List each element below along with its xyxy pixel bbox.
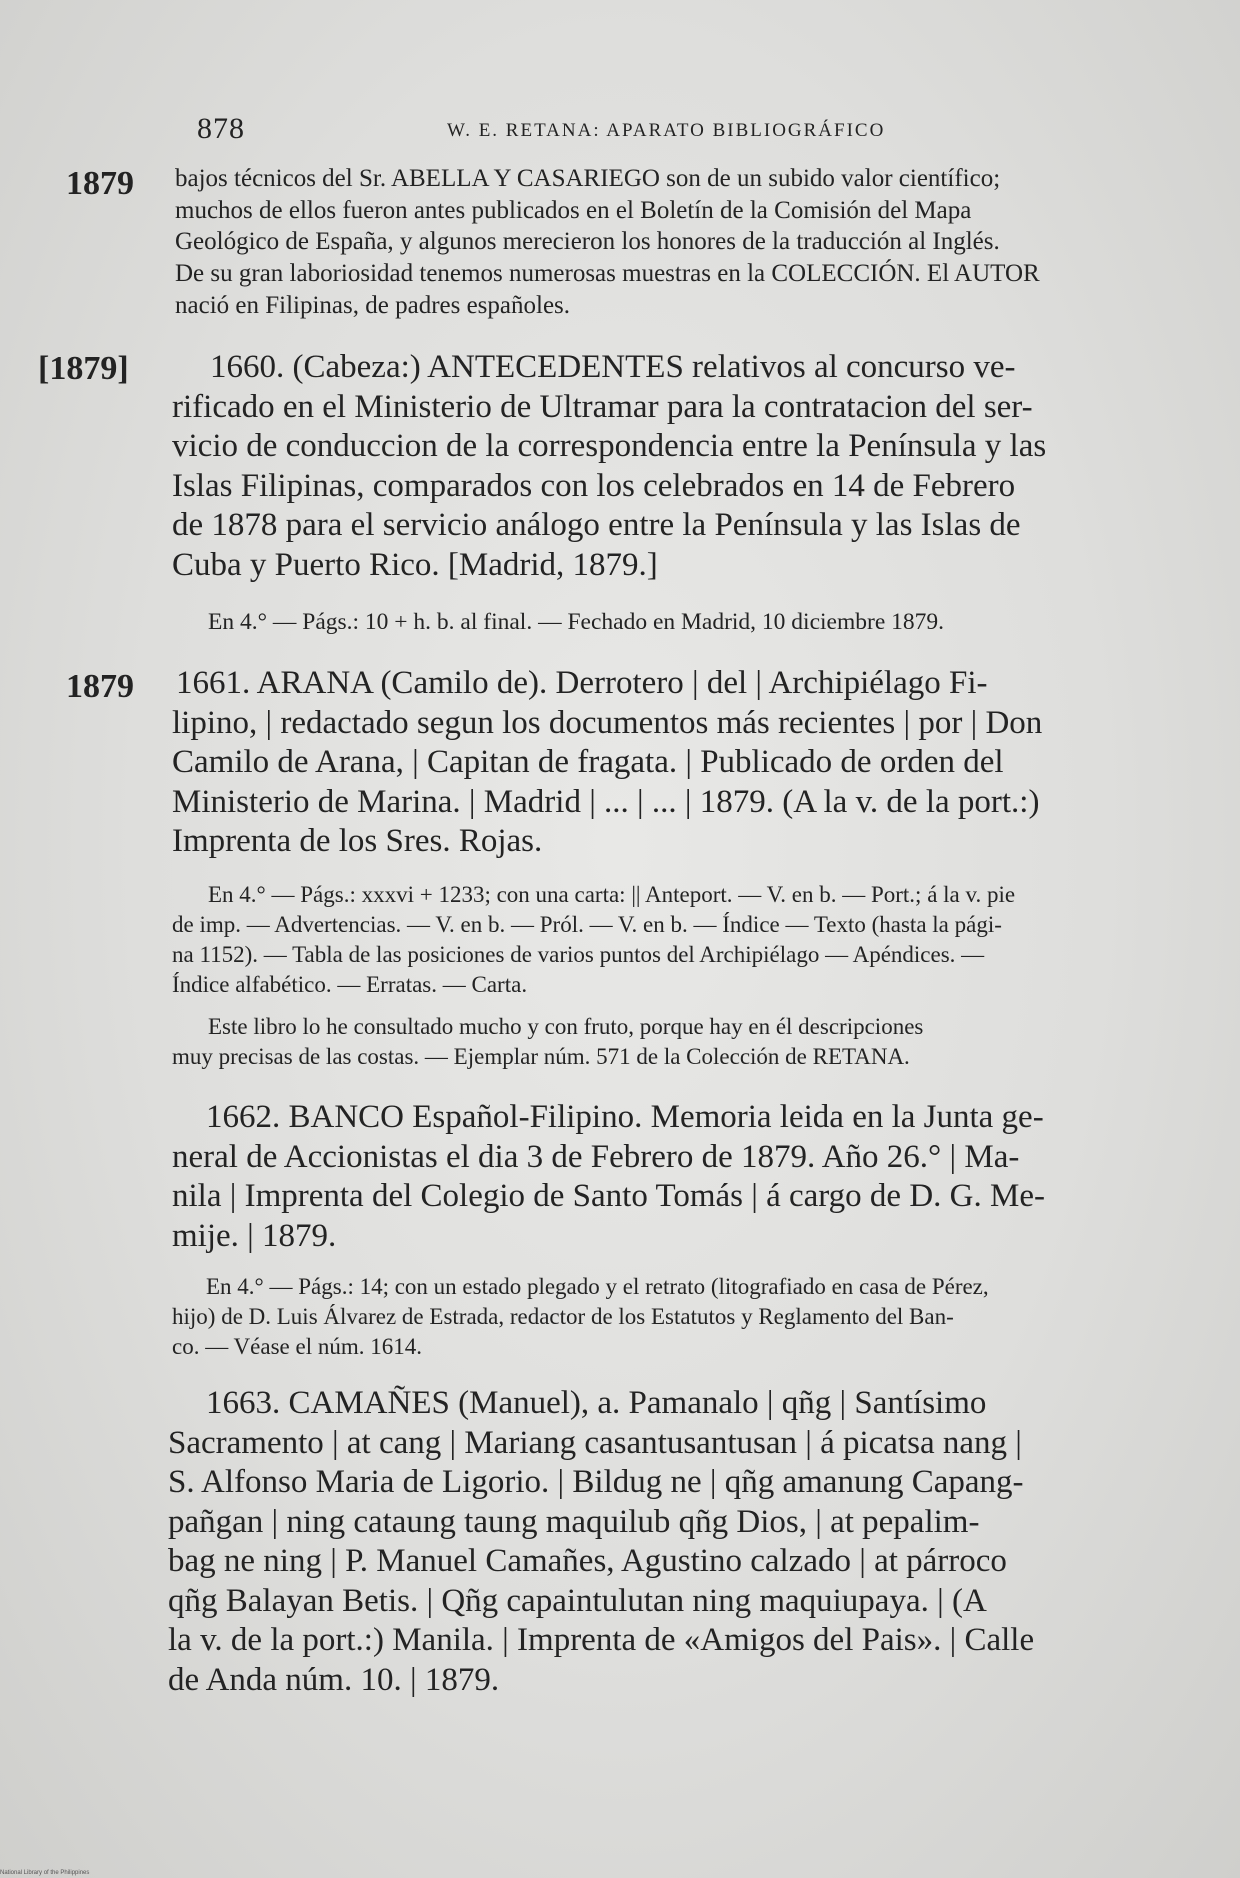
text-line: la v. de la port.:) Manila. | Imprenta de «Amigos del Pais». | Calle — [168, 1622, 1035, 1658]
note-line: muy precisas de las costas. — Ejemplar núm. 571 de la Colección de RETANA. — [172, 1044, 910, 1069]
text-line: De su gran laboriosidad tenemos numerosas muestras en la COLECCIÓN. El AUTOR — [175, 260, 1040, 288]
text-line: Islas Filipinas, comparados con los celebrados en 14 de Febrero — [172, 467, 1016, 504]
entry-year-1660: [1879] — [38, 350, 129, 387]
page-number: 878 — [197, 112, 245, 145]
text-line: bajos técnicos del Sr. ABELLA Y CASARIEGO son de un subido valor científico; — [175, 165, 1001, 192]
text-line: neral de Accionistas el dia 3 de Febrero de 1879. Año 26.° | Ma- — [172, 1138, 1020, 1175]
note-line: Índice alfabético. — Erratas. — Carta. — [172, 972, 528, 997]
text-line: qñg Balayan Betis. | Qñg capaintulutan ning maquiupaya. | (A — [168, 1582, 987, 1619]
scan-credit: National Library of the Philippines — [0, 1870, 90, 1876]
running-head — [197, 112, 1197, 152]
entry-1661-note — [172, 880, 1015, 1000]
text-line: pañgan | ning cataung taung maquilub qñg Dios, | at pepalim- — [168, 1503, 980, 1540]
intro-paragraph — [175, 163, 1040, 321]
text-line: vicio de conduccion de la correspondencia entre la Península y las — [172, 428, 1047, 464]
entry-year-1661: 1879 — [66, 668, 134, 705]
text-line: nació en Filipinas, de padres españoles. — [175, 291, 571, 319]
text-line: mije. | 1879. — [172, 1217, 337, 1254]
text-line: de Anda núm. 10. | 1879. — [168, 1661, 500, 1698]
text-line: Sacramento | at cang | Mariang casantusantusan | á picatsa nang | — [168, 1424, 1022, 1461]
text-line: S. Alfonso Maria de Ligorio. | Bildug ne | qñg amanung Capang- — [168, 1464, 1024, 1500]
note-line: En 4.° — Págs.: xxxvi + 1233; con una carta: || Anteport. — V. en b. — Port.; á la v. pie — [208, 882, 1016, 907]
text-line: de 1878 para el servicio análogo entre la Península y las Islas de — [172, 507, 1021, 543]
note-line: En 4.° — Págs.: 14; con un estado plegado y el retrato (litografiado en casa de Pérez, — [206, 1274, 989, 1299]
text-line: 1663. CAMAÑES (Manuel), a. Pamanalo | qñg | Santísimo — [206, 1385, 987, 1421]
entry-1662-note — [172, 1272, 989, 1362]
note-line: En 4.° — Págs.: 10 + h. b. al final. — Fechado en Madrid, 10 diciembre 1879. — [208, 609, 945, 635]
note-line: Este libro lo he consultado mucho y con fruto, porque hay en él descripciones — [208, 1014, 924, 1039]
text-line: rificado en el Ministerio de Ultramar para la contratacion del ser- — [172, 388, 1033, 425]
entry-1660-note — [208, 608, 944, 638]
text-line: Geológico de España, y algunos merecieron los honores de la traducción al Inglés. — [175, 228, 1000, 256]
entry-1663 — [168, 1384, 1034, 1700]
text-line: Imprenta de los Sres. Rojas. — [172, 823, 543, 859]
text-line: Ministerio de Marina. | Madrid | ... | ... | 1879. (A la v. de la port.:) — [172, 783, 1040, 820]
note-line: de imp. — Advertencias. — V. en b. — Pról. — V. en b. — Índice — Texto (hasta la pági- — [172, 912, 1002, 937]
text-line: nila | Imprenta del Colegio de Santo Tomás | á cargo de D. G. Me- — [172, 1178, 1045, 1214]
text-line: lipino, | redactado segun los documentos más recientes | por | Don — [172, 704, 1043, 741]
text-line: bag ne ning | P. Manuel Camañes, Agustino calzado | at párroco — [168, 1543, 1007, 1579]
note-line: hijo) de D. Luis Álvarez de Estrada, redactor de los Estatutos y Reglamento del Ban- — [172, 1304, 954, 1329]
text-line: Cuba y Puerto Rico. [Madrid, 1879.] — [172, 546, 658, 583]
entry-year-intro: 1879 — [66, 165, 134, 202]
running-title: W. E. RETANA: APARATO BIBLIOGRÁFICO — [447, 120, 886, 141]
text-line: 1662. BANCO Español-Filipino. Memoria leida en la Junta ge- — [206, 1099, 1044, 1135]
note-line: co. — Véase el núm. 1614. — [172, 1334, 422, 1359]
note-line: na 1152). — Tabla de las posiciones de varios puntos del Archipiélago — Apéndices. — — [172, 942, 985, 967]
entry-1662 — [172, 1098, 1045, 1256]
text-line: 1660. (Cabeza:) ANTECEDENTES relativos al concurso ve- — [210, 349, 1016, 385]
text-line: 1661. ARANA (Camilo de). Derrotero | del | Archipiélago Fi- — [176, 665, 988, 701]
entry-1661-comment — [172, 1012, 923, 1072]
entry-1660 — [172, 348, 1046, 585]
text-line: muchos de ellos fueron antes publicados en el Boletín de la Comisión del Mapa — [175, 196, 972, 224]
entry-1661 — [172, 664, 1042, 862]
text-line: Camilo de Arana, | Capitan de fragata. | Publicado de orden del — [172, 744, 1004, 780]
